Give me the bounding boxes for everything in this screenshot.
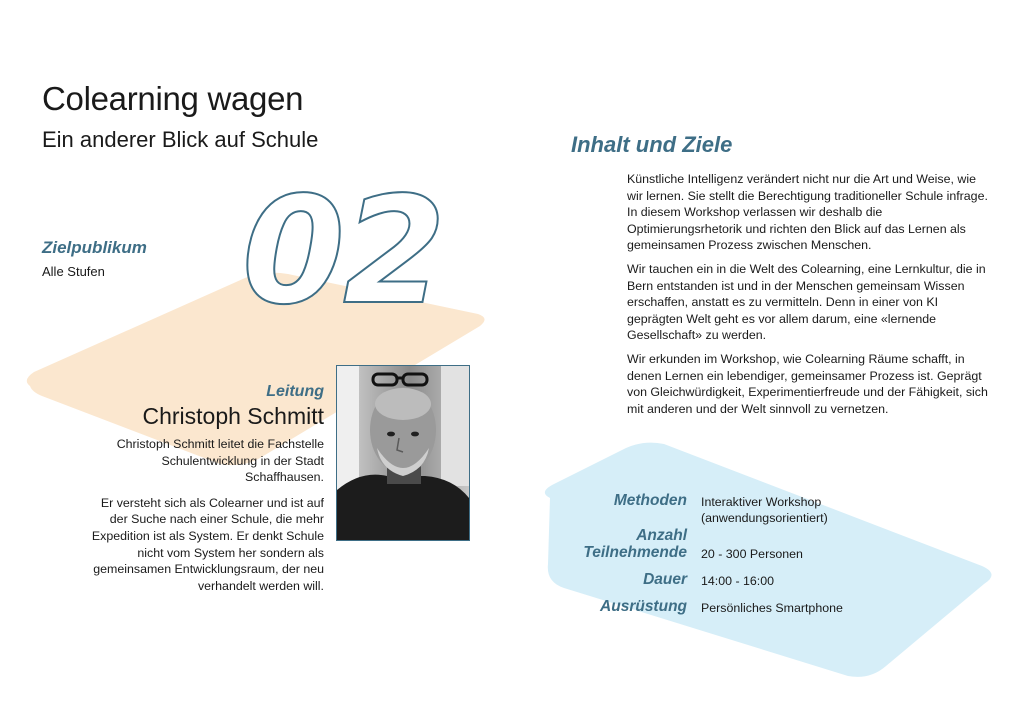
leader-portrait-photo [336,365,470,541]
equipment-value: Persönliches Smartphone [701,601,843,615]
participants-label-line: Teilnehmende [583,544,687,561]
content-body [627,171,989,424]
participants-value: 20 - 300 Personen [701,547,803,561]
leader-name: Christoph Schmitt [142,403,324,429]
leader-block [84,383,324,603]
page-subtitle: Ein anderer Blick auf Schule [42,127,319,152]
duration-value: 14:00 - 16:00 [701,574,775,588]
audience-value: Alle Stufen [42,264,105,279]
methods-value-line: Interaktiver Workshop [701,495,822,509]
content-paragraph: Künstliche Intelligenz verändert nicht nur die Art und Weise, wie wir lernen. Sie stellt die Berechtigung traditioneller Schule infrage. In diesem Workshop verlassen wir deshalb die Optimierungsrhetorik und richten den Blick auf das Lernen als gemeinsamen Prozess zwischen Menschen. [627,172,988,253]
duration-label: Dauer [643,571,687,588]
leader-bio-paragraph: Er versteht sich als Colearner und ist auf der Suche nach einer Schule, die mehr Expedition ist als System. Er denkt Schule nicht vom System her sondern als gemeinsamen Entwicklungsraum, der neu verhandelt werden will. [91,495,324,593]
content-paragraph: Wir tauchen ein in die Welt des Colearning, eine Lernkultur, die in Bern entstanden ist und in der Menschen gemeinsam Wissen erschaffen, anstatt es zu vermitteln. Denn in einer von KI geprägten Welt geht es vor allem darum, eine «lernende Gesellschaft» zu werden. [627,261,986,343]
page-title: Colearning wagen [42,80,304,117]
methods-value-line: (anwendungsorientiert) [701,511,828,525]
leader-heading: Leitung [266,383,324,400]
methods-label: Methoden [613,492,687,509]
methods-value [701,494,828,526]
session-number-text: 02 [242,172,444,312]
leader-bio [84,436,324,594]
session-number [240,172,480,312]
participants-label-line: Anzahl [636,527,687,544]
participants-label [583,527,687,561]
content-paragraph: Wir erkunden im Workshop, wie Colearning Räume schafft, in denen Lernen ein lebendiger, gemeinsamer Prozess ist. Geprägt von Gleichwürdigkeit, Experimentierfreude und der Fähigkeit, sich mit anderen und der Welt sinnvoll zu vernetzen. [627,351,988,416]
equipment-label: Ausrüstung [600,598,687,615]
content-heading: Inhalt und Ziele [571,132,733,157]
audience-heading: Zielpublikum [42,238,147,257]
leader-bio-paragraph: Christoph Schmitt leitet die Fachstelle Schulentwicklung in der Stadt Schaffhausen. [116,437,324,485]
